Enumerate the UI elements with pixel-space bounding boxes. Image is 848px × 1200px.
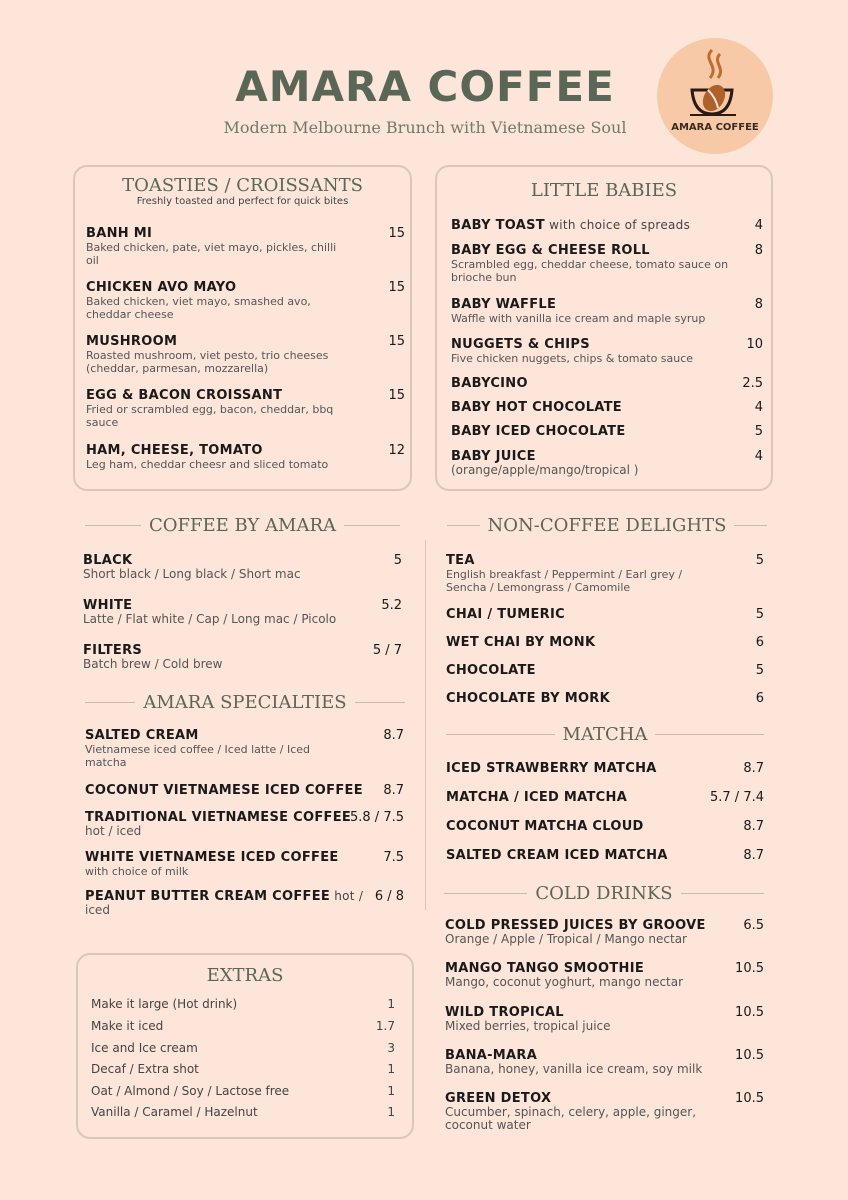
logo (657, 38, 773, 154)
item-price: 10.5 (735, 1048, 764, 1063)
item-price: 6.5 (743, 918, 764, 933)
item-desc: hot / iced (85, 824, 142, 838)
item-price: 15 (388, 334, 405, 349)
item-desc: iced (85, 903, 110, 917)
item-price: 8.7 (383, 728, 404, 743)
item-desc: Cucumber, spinach, celery, apple, ginger, coconut water (445, 1105, 697, 1132)
item-desc: Scrambled egg, cheddar cheese, tomato sauce on brioche bun (451, 258, 729, 284)
section-title: AMARA SPECIALTIES (143, 692, 347, 713)
menu-item (446, 790, 696, 805)
menu-item (446, 848, 706, 863)
item-price: 5 (755, 663, 764, 678)
item-price: 10.5 (735, 1005, 764, 1020)
section-title: TOASTIES / CROISSANTS (122, 175, 363, 196)
item-price: 10.5 (735, 1091, 764, 1106)
item-price: 15 (388, 226, 405, 241)
item-name: HAM, CHEESE, TOMATO (86, 443, 263, 458)
extra-price: 1 (387, 1105, 395, 1119)
item-price: 5 (755, 553, 764, 568)
item-inline-desc: with choice of spreads (544, 218, 691, 232)
item-price: 6 (755, 691, 764, 706)
menu-subtitle: Modern Melbourne Brunch with Vietnamese Soul (223, 118, 627, 137)
extra-item: Oat / Almond / Soy / Lactose free (91, 1084, 290, 1098)
menu-item (86, 443, 356, 471)
item-name: CHOCOLATE (446, 663, 536, 678)
section-title: COLD DRINKS (535, 883, 673, 904)
menu-item (445, 1091, 740, 1132)
item-name: GREEN DETOX (445, 1091, 552, 1106)
item-desc: Banana, honey, vanilla ice cream, soy milk (445, 1062, 703, 1076)
item-name: ICED STRAWBERRY MATCHA (446, 761, 657, 776)
menu-item (446, 607, 706, 622)
item-desc: Leg ham, cheddar cheesr and sliced tomato (86, 458, 329, 471)
item-price: 5 (754, 424, 763, 439)
item-price: 8.7 (743, 819, 764, 834)
menu-item (85, 810, 355, 838)
item-price: 4 (754, 400, 763, 415)
item-name: BABY WAFFLE (451, 297, 557, 312)
section-title: LITTLE BABIES (530, 180, 678, 201)
menu-item (86, 280, 346, 321)
item-desc: Waffle with vanilla ice cream and maple syrup (451, 312, 706, 325)
extra-item: Ice and Ice cream (91, 1041, 198, 1055)
extra-item: Vanilla / Caramel / Hazelnut (91, 1105, 258, 1119)
extra-price: 1 (387, 1062, 395, 1076)
item-price: 15 (388, 388, 405, 403)
item-price: 5 / 7 (372, 643, 402, 658)
menu-item (445, 1048, 715, 1076)
menu-item (446, 819, 706, 834)
divider (734, 525, 767, 526)
item-name: BLACK (83, 553, 133, 568)
extra-item: Decaf / Extra shot (91, 1062, 199, 1076)
menu-item (85, 728, 345, 769)
menu-item (446, 635, 706, 650)
noncoffee-section-header (447, 515, 767, 536)
item-desc: Baked chicken, viet mayo, smashed avo, cheddar cheese (86, 295, 311, 321)
item-desc: Five chicken nuggets, chips & tomato sauce (451, 352, 694, 365)
divider (655, 734, 764, 735)
menu-item (83, 598, 373, 626)
item-price: 8.7 (743, 848, 764, 863)
item-name: BANA-MARA (445, 1048, 538, 1063)
item-price: 8.7 (743, 761, 764, 776)
item-name: SALTED CREAM ICED MATCHA (446, 848, 668, 863)
menu-item (446, 553, 701, 594)
item-price: 2.5 (742, 376, 763, 391)
menu-item (86, 226, 346, 267)
menu-item (446, 663, 706, 678)
menu-item (451, 218, 731, 233)
menu-item (83, 553, 373, 581)
item-name: BABY EGG & CHEESE ROLL (451, 243, 650, 258)
menu-item (451, 297, 741, 325)
item-desc: Latte / Flat white / Cap / Long mac / Picolo (83, 612, 337, 626)
extra-item: Make it large (Hot drink) (91, 997, 238, 1011)
item-desc: Baked chicken, pate, viet mayo, pickles, chilli oil (86, 241, 337, 267)
column-divider (425, 540, 426, 910)
divider (446, 734, 555, 735)
item-name: BABY ICED CHOCOLATE (451, 424, 626, 439)
babies-box (435, 165, 773, 491)
item-price: 12 (388, 443, 405, 458)
menu-item (451, 376, 731, 391)
logo-text: AMARA COFFEE (671, 122, 759, 133)
item-name-text: BABY TOAST (451, 218, 545, 233)
menu-title: AMARA COFFEE (235, 62, 615, 111)
item-price: 5.2 (381, 598, 402, 613)
menu-item (446, 691, 706, 706)
menu-item (451, 400, 731, 415)
menu-item (445, 1005, 715, 1033)
menu-item (86, 334, 356, 375)
menu-item (85, 850, 355, 878)
item-desc: Batch brew / Cold brew (83, 657, 223, 671)
matcha-section-header (446, 724, 764, 745)
item-price: 6 (755, 635, 764, 650)
item-price: 4 (754, 449, 763, 464)
section-title: MATCHA (562, 724, 648, 745)
divider (85, 702, 135, 703)
coffee-section-header (85, 515, 400, 536)
item-desc: with choice of milk (85, 865, 189, 878)
item-desc: Roasted mushroom, viet pesto, trio cheeses (cheddar, parmesan, mozzarella) (86, 349, 329, 375)
extra-item: Make it iced (91, 1019, 164, 1033)
divider (447, 525, 480, 526)
divider (344, 525, 400, 526)
item-name: BABYCINO (451, 376, 528, 391)
menu-item (85, 889, 364, 917)
item-name: BANH MI (86, 226, 153, 241)
item-name: FILTERS (83, 643, 143, 658)
coffee-cup-icon (690, 46, 740, 118)
item-price: 10 (746, 337, 763, 352)
menu-item (451, 337, 731, 365)
item-desc: Orange / Apple / Tropical / Mango nectar (445, 932, 687, 946)
extra-price: 3 (387, 1041, 395, 1055)
item-name: MATCHA / ICED MATCHA (446, 790, 628, 805)
item-price: 8 (754, 243, 763, 258)
item-name: CHAI / TUMERIC (446, 607, 565, 622)
item-name: TEA (446, 553, 475, 568)
item-price: 8 (754, 297, 763, 312)
menu-item (86, 388, 346, 429)
item-name: CHOCOLATE BY MORK (446, 691, 610, 706)
item-desc: Short black / Long black / Short mac (83, 567, 301, 581)
item-desc: English breakfast / Peppermint / Earl grey / Sencha / Lemongrass / Camomile (446, 568, 683, 594)
item-desc: Vietnamese iced coffee / Iced latte / Iced matcha (85, 743, 311, 769)
item-name: WHITE (83, 598, 133, 613)
item-name: SALTED CREAM (85, 728, 199, 743)
specialties-section-header (85, 692, 405, 713)
item-desc: Mixed berries, tropical juice (445, 1019, 611, 1033)
item-price: 4 (754, 218, 763, 233)
item-name-text: PEANUT BUTTER CREAM COFFEE (85, 889, 331, 904)
section-title: NON-COFFEE DELIGHTS (487, 515, 727, 536)
item-name: NUGGETS & CHIPS (451, 337, 590, 352)
item-name: WHITE VIETNAMESE ICED COFFEE (85, 850, 339, 865)
item-inline-desc: hot / (330, 889, 364, 903)
item-name: WILD TROPICAL (445, 1005, 564, 1020)
menu-item (445, 961, 715, 989)
item-name: COLD PRESSED JUICES BY GROOVE (445, 918, 706, 933)
divider (681, 893, 764, 894)
divider (355, 702, 405, 703)
item-name: MUSHROOM (86, 334, 178, 349)
item-price: 15 (388, 280, 405, 295)
item-desc: (orange/apple/mango/tropical ) (451, 463, 639, 477)
item-name: CHICKEN AVO MAYO (86, 280, 237, 295)
item-price: 10.5 (735, 961, 764, 976)
menu-item (451, 424, 731, 439)
item-price: 5 (755, 607, 764, 622)
menu-item (83, 643, 373, 671)
divider (85, 525, 141, 526)
item-name: COCONUT VIETNAMESE ICED COFFEE (85, 783, 363, 798)
extra-price: 1 (387, 997, 395, 1011)
menu-item (445, 918, 715, 946)
section-title: EXTRAS (206, 965, 284, 986)
item-name: WET CHAI BY MONK (446, 635, 596, 650)
item-name: BABY HOT CHOCOLATE (451, 400, 622, 415)
item-price: 7.5 (383, 850, 404, 865)
item-name: EGG & BACON CROISSANT (86, 388, 283, 403)
item-name: BABY JUICE (451, 449, 536, 464)
section-title: COFFEE BY AMARA (149, 515, 337, 536)
section-subtitle: Freshly toasted and perfect for quick bites (136, 196, 349, 207)
item-name: COCONUT MATCHA CLOUD (446, 819, 644, 834)
item-price: 5.7 / 7.4 (710, 790, 764, 805)
item-desc: Fried or scrambled egg, bacon, cheddar, bbq sauce (86, 403, 334, 429)
divider (444, 893, 527, 894)
item-price: 8.7 (383, 783, 404, 798)
item-name (451, 218, 731, 233)
extra-price: 1.7 (375, 1019, 395, 1033)
cold-section-header (444, 883, 764, 904)
item-name: TRADITIONAL VIETNAMESE COFFEE (85, 810, 352, 825)
menu-item (451, 449, 731, 477)
item-price: 5 (393, 553, 402, 568)
extra-price: 1 (387, 1084, 395, 1098)
menu-item (85, 783, 363, 798)
item-price: 6 / 8 (374, 889, 404, 904)
menu-item (446, 761, 706, 776)
item-desc: Mango, coconut yoghurt, mango nectar (445, 975, 684, 989)
item-name (85, 889, 364, 904)
item-name: MANGO TANGO SMOOTHIE (445, 961, 645, 976)
item-price: 5.8 / 7.5 (350, 810, 404, 825)
